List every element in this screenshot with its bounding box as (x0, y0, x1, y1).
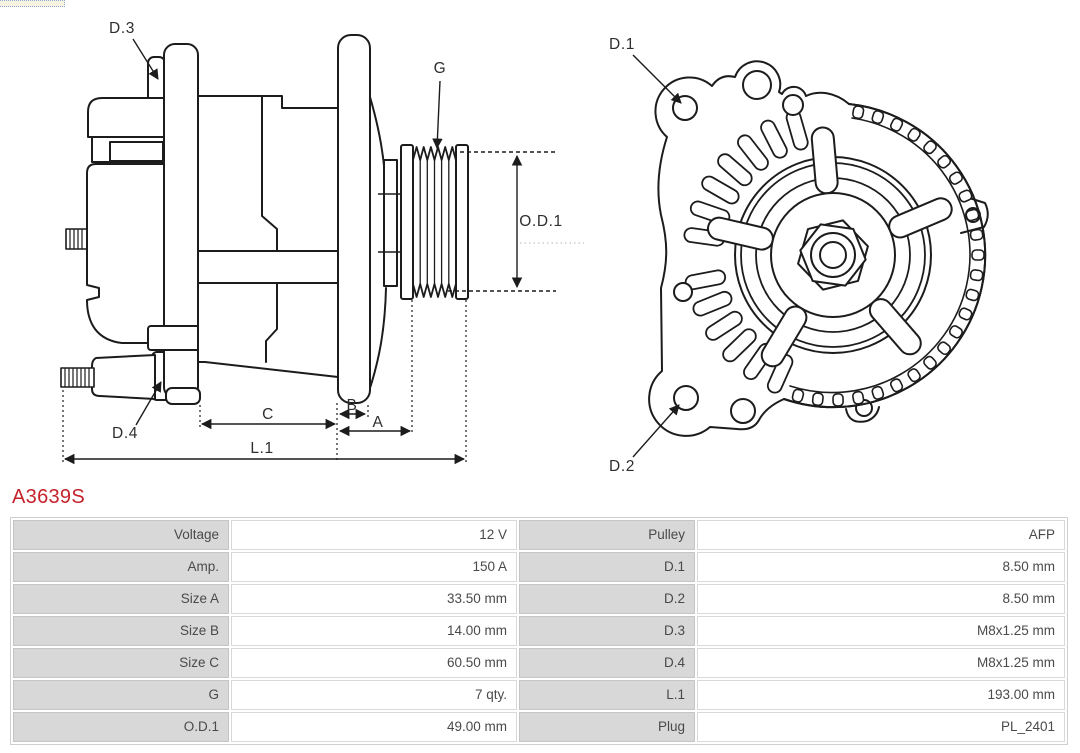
spec-value: M8x1.25 mm (697, 648, 1065, 678)
part-number: A3639S (12, 486, 85, 508)
spec-value: 150 A (231, 552, 517, 582)
terminal-stud-upper (66, 229, 87, 249)
dim-label-d4: D.4 (112, 425, 138, 442)
front-view (609, 36, 988, 475)
spec-label: D.3 (519, 616, 695, 646)
pulley (401, 145, 468, 299)
spec-label: Amp. (13, 552, 229, 582)
spec-table (10, 517, 1068, 745)
spec-value: 49.00 mm (231, 712, 517, 742)
dim-label-a: A (372, 414, 384, 431)
spec-value: AFP (697, 520, 1065, 550)
spec-value: 8.50 mm (697, 584, 1065, 614)
spec-value: PL_2401 (697, 712, 1065, 742)
spec-label: L.1 (519, 680, 695, 710)
spec-value: 14.00 mm (231, 616, 517, 646)
spec-label: D.2 (519, 584, 695, 614)
spec-label: Size C (13, 648, 229, 678)
spec-label: Plug (519, 712, 695, 742)
dim-label-d1: D.1 (609, 36, 635, 53)
spec-label: D.1 (519, 552, 695, 582)
spec-label: Voltage (13, 520, 229, 550)
spec-value: 33.50 mm (231, 584, 517, 614)
spec-label: G (13, 680, 229, 710)
side-view (61, 20, 584, 463)
dim-label-b: B (346, 397, 358, 414)
dim-label-c: C (262, 406, 274, 423)
dim-label-l1: L.1 (250, 440, 274, 457)
spec-value: 12 V (231, 520, 517, 550)
dim-label-g: G (433, 60, 447, 77)
spec-value: 193.00 mm (697, 680, 1065, 710)
spec-value: M8x1.25 mm (697, 616, 1065, 646)
dim-label-d3: D.3 (109, 20, 135, 37)
terminal-stud-lower (61, 368, 94, 387)
dim-label-d2: D.2 (609, 458, 635, 475)
spec-value: 8.50 mm (697, 552, 1065, 582)
spec-label: Size B (13, 616, 229, 646)
spec-label: Size A (13, 584, 229, 614)
spec-label: D.4 (519, 648, 695, 678)
spec-value: 7 qty. (231, 680, 517, 710)
dim-label-od1: O.D.1 (519, 213, 563, 230)
spec-label: Pulley (519, 520, 695, 550)
spec-label: O.D.1 (13, 712, 229, 742)
spec-value: 60.50 mm (231, 648, 517, 678)
